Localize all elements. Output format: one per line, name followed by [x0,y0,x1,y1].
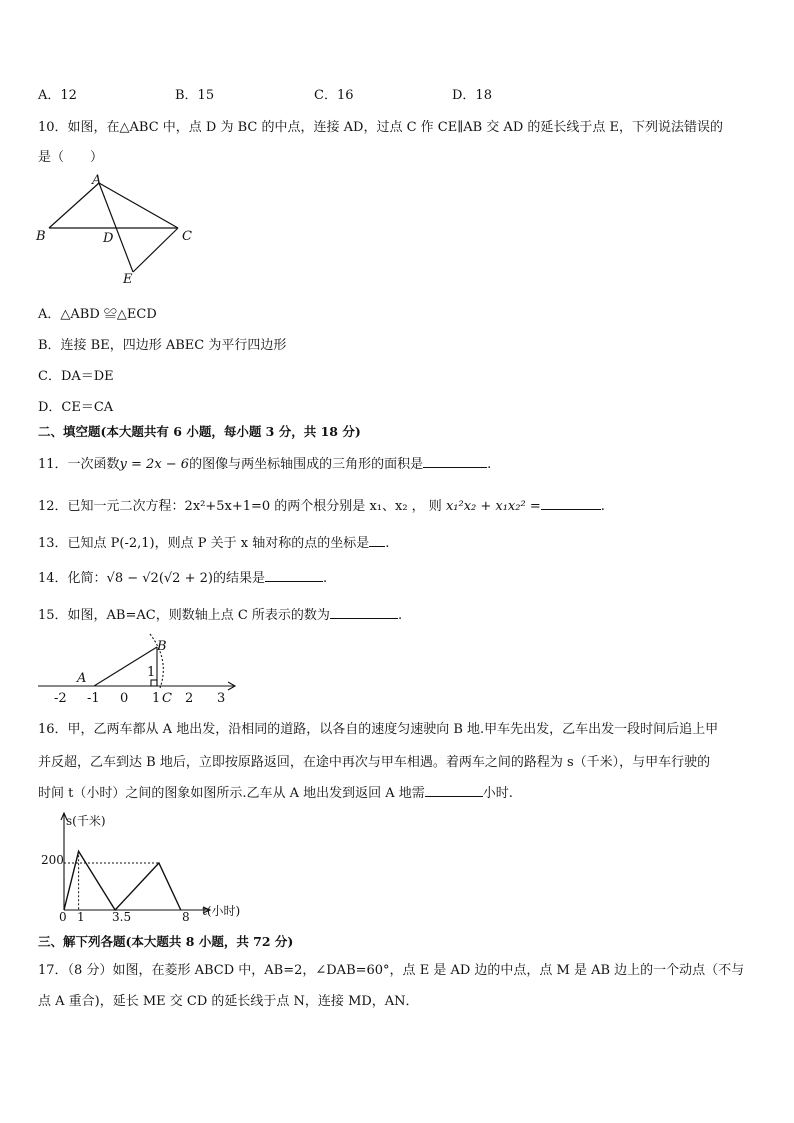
q15-answer-blank[interactable] [330,606,398,619]
q10-label-b: B [36,229,46,244]
chart-y-label: s(千米) [66,814,106,828]
q10-label-d: D [103,231,114,246]
q9-option-a: A．12 [38,88,77,103]
section-3-heading: 三、解下列各题(本大题共 8 小题，共 72 分) [38,934,294,949]
q15-label-b: B [157,639,167,654]
q16-answer-blank[interactable] [425,784,483,797]
chart-series-line [64,851,181,910]
q9-option-b: B．15 [175,88,215,103]
q9-option-d: D．18 [452,88,492,103]
q16-stem-line1: 16．甲，乙两车都从 A 地出发，沿相同的道路，以各自的速度匀速驶向 B 地.甲车先出发，乙车出发一段时间后追上甲 [38,722,719,737]
q16-stem-line2: 并反超，乙车到达 B 地后，立即按原路返回，在途中再次与甲车相遇。着两车之间的路程为 s（千米），与甲车行驶的 [38,755,711,770]
q15-tick-2: 2 [185,691,194,706]
q10-option-d: D．CE＝CA [38,400,114,415]
q15-side-length: 1 [147,665,156,680]
q11-answer-blank[interactable] [423,455,487,468]
q10-label-e: E [123,272,133,287]
q16-line3-pre: 时间 t（小时）之间的图象如图所示.乙车从 A 地出发到返回 A 地需 [38,786,425,801]
q10-label-a: A [92,173,102,188]
q15-label-c: C [162,691,172,706]
q16-chart [32,808,252,923]
q14-formula: √8 − √2(√2 + 2) [106,571,213,586]
q10-option-b: B．连接 BE，四边形 ABEC 为平行四边形 [38,338,287,353]
q11-formula: y = 2x − 6 [119,457,190,472]
q10-option-c: C．DA＝DE [38,369,114,384]
chart-x-tick-3-5: 3.5 [112,910,132,923]
q15-tick-0: 0 [120,691,129,706]
section-2-heading: 二、填空题(本大题共有 6 小题，每小题 3 分，共 18 分) [38,424,361,439]
q16-line3-post: 小时. [482,786,513,801]
q12 [38,495,605,514]
chart-y-tick-200: 200 [41,853,64,867]
chart-x-tick-1: 1 [77,910,85,923]
q9-options [38,84,758,103]
q9-option-c: C．16 [314,88,354,103]
q12-end: . [600,499,605,514]
q17-stem-line2: 点 A 重合)，延长 ME 交 CD 的延长线于点 N，连接 MD，AN． [38,994,419,1009]
q11 [38,453,491,472]
q10-option-a: A．△ABD ≌△ECD [38,307,157,322]
q10-stem-line2: 是（ ） [38,150,104,165]
q13-text: 13．已知点 P(-2,1)，则点 P 关于 x 轴对称的点的坐标是 [38,536,370,551]
q13-end: . [385,536,390,551]
q15-number-line-figure [34,630,244,706]
q15-tick-1: 1 [152,691,161,706]
q15-tick-neg2: -2 [54,691,67,706]
q15-text: 15．如图，AB=AC，则数轴上点 C 所表示的数为 [38,608,330,623]
q12-pre: 12．已知一元二次方程：2x²+5x+1=0 的两个根分别是 x₁、x₂ ， 则 [38,499,442,514]
q13-answer-blank[interactable] [369,534,385,547]
q14-answer-blank[interactable] [265,569,323,582]
q11-pre: 11．一次函数 [38,457,120,472]
q16-stem-line3 [38,782,513,801]
chart-x-label: t(小时) [202,904,241,918]
q12-answer-blank[interactable] [541,497,601,510]
q13 [38,532,389,551]
q17-stem-line1: 17．（8 分）如图，在菱形 ABCD 中，AB=2，∠DAB=60°，点 E 是 AD 边的中点，点 M 是 AB 边上的一个动点（不与 [38,963,745,978]
q15-label-a: A [77,671,87,686]
q15-tick-3: 3 [217,691,226,706]
q10-figure [30,172,210,287]
q11-end: . [487,457,492,472]
q15-tick-neg1: -1 [87,691,100,706]
q14-end: . [322,571,328,586]
chart-origin-label: 0 [59,910,67,923]
q14 [38,567,327,586]
q10-stem-line1: 10．如图，在△ABC 中，点 D 为 BC 的中点，连接 AD，过点 C 作 CE∥AB 交 AD 的延长线于点 E，下列说法错误的 [38,120,723,135]
chart-x-tick-8: 8 [182,910,190,923]
q10-label-c: C [182,229,192,244]
q15 [38,604,402,623]
q14-post: 的结果是 [212,571,265,586]
q11-post: 的图像与两坐标轴围成的三角形的面积是 [189,457,424,472]
q12-formula: x₁²x₂ + x₁x₂² = [445,499,541,514]
q14-pre: 14．化简： [38,571,107,586]
q15-end: . [397,608,403,623]
